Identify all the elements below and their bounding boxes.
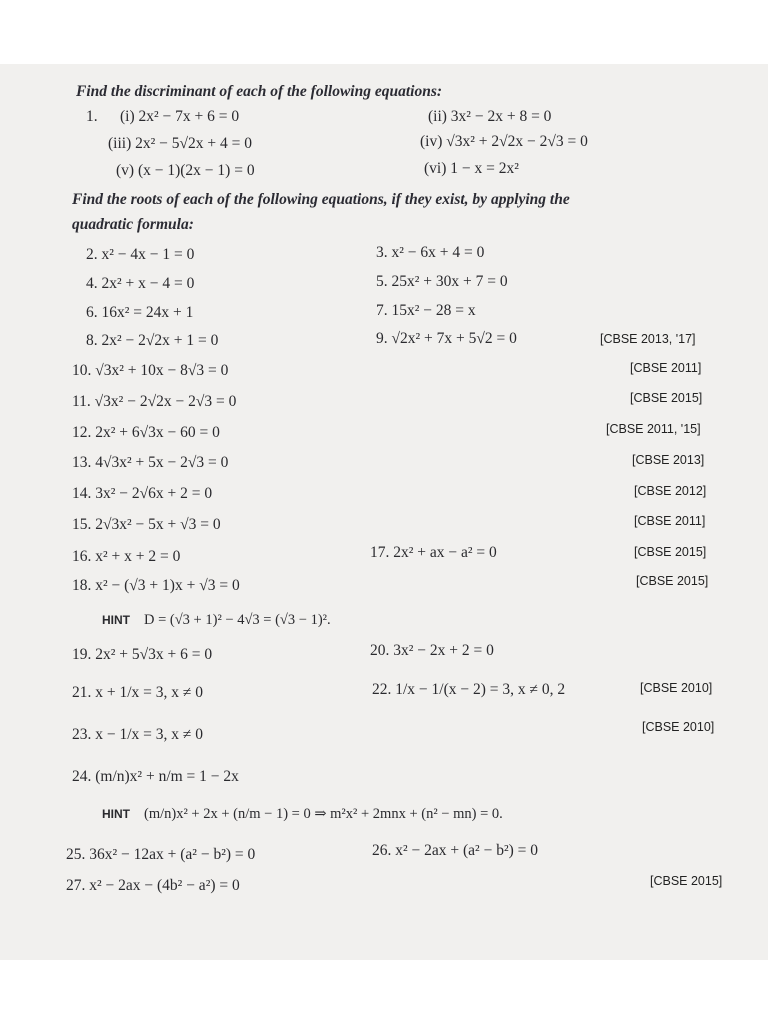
question-7: 7. 15x² − 28 = x [376,302,476,319]
hint-label: HINT [102,807,130,821]
source-tag-q11: [CBSE 2015] [630,391,703,405]
question-20: 20. 3x² − 2x + 2 = 0 [370,642,494,659]
question-4: 4. 2x² + x − 4 = 0 [86,275,195,292]
question-24: 24. (m/n)x² + n/m = 1 − 2x [72,768,239,785]
question-12: 12. 2x² + 6√3x − 60 = 0 [72,424,220,441]
question-15: 15. 2√3x² − 5x + √3 = 0 [72,516,221,533]
hint-q18-text: D = (√3 + 1)² − 4√3 = (√3 − 1)². [144,612,331,628]
source-tag-q12: [CBSE 2011, '15] [606,422,701,436]
source-tag-q14: [CBSE 2012] [634,484,707,498]
q1-part-vi: (vi) 1 − x = 2x² [424,160,519,177]
question-17: 17. 2x² + ax − a² = 0 [370,544,497,561]
q1-part-ii: (ii) 3x² − 2x + 8 = 0 [428,108,552,125]
hint-q24-text: (m/n)x² + 2x + (n/m − 1) = 0 ⇒ m²x² + 2mnx + (n² − mn) = 0. [144,806,503,822]
question-26: 26. x² − 2ax + (a² − b²) = 0 [372,842,538,859]
source-tag-q15: [CBSE 2011] [634,514,706,528]
question-9: 9. √2x² + 7x + 5√2 = 0 [376,330,517,347]
hint-label: HINT [102,613,130,627]
question-22: 22. 1/x − 1/(x − 2) = 3, x ≠ 0, 2 [372,681,566,698]
question-23: 23. x − 1/x = 3, x ≠ 0 [72,726,204,743]
source-tag-q10: [CBSE 2011] [630,361,702,375]
hint-q18 [102,612,331,629]
q1-part-iii: (iii) 2x² − 5√2x + 4 = 0 [108,135,252,152]
source-tag-q18: [CBSE 2015] [636,574,709,588]
textbook-page [0,64,768,960]
question-3: 3. x² − 6x + 4 = 0 [376,244,485,261]
source-tag-q23: [CBSE 2010] [642,720,715,734]
source-tag-q22: [CBSE 2010] [640,681,713,695]
question-21: 21. x + 1/x = 3, x ≠ 0 [72,684,204,701]
section2-heading-line2: quadratic formula: [72,216,194,233]
question-11: 11. √3x² − 2√2x − 2√3 = 0 [72,393,237,410]
question-18: 18. x² − (√3 + 1)x + √3 = 0 [72,577,240,594]
question-25: 25. 36x² − 12ax + (a² − b²) = 0 [66,846,256,863]
question-number-1: 1. [86,108,98,125]
q1-part-iv: (iv) √3x² + 2√2x − 2√3 = 0 [420,133,588,150]
q1-part-v: (v) (x − 1)(2x − 1) = 0 [116,162,255,179]
question-16: 16. x² + x + 2 = 0 [72,548,181,565]
question-8: 8. 2x² − 2√2x + 1 = 0 [86,332,219,349]
source-tag-q9: [CBSE 2013, '17] [600,332,696,346]
source-tag-q27: [CBSE 2015] [650,874,723,888]
section1-heading: Find the discriminant of each of the following equations: [76,83,443,100]
source-tag-q17: [CBSE 2015] [634,545,707,559]
question-14: 14. 3x² − 2√6x + 2 = 0 [72,485,213,502]
source-tag-q13: [CBSE 2013] [632,453,705,467]
question-5: 5. 25x² + 30x + 7 = 0 [376,273,508,290]
question-2: 2. x² − 4x − 1 = 0 [86,246,195,263]
question-19: 19. 2x² + 5√3x + 6 = 0 [72,646,213,663]
question-13: 13. 4√3x² + 5x − 2√3 = 0 [72,454,229,471]
hint-q24 [102,806,503,823]
question-10: 10. √3x² + 10x − 8√3 = 0 [72,362,229,379]
question-27: 27. x² − 2ax − (4b² − a²) = 0 [66,877,240,894]
section2-heading-line1: Find the roots of each of the following equations, if they exist, by applying the [72,191,570,208]
q1-part-i: (i) 2x² − 7x + 6 = 0 [120,108,240,125]
question-6: 6. 16x² = 24x + 1 [86,304,194,321]
